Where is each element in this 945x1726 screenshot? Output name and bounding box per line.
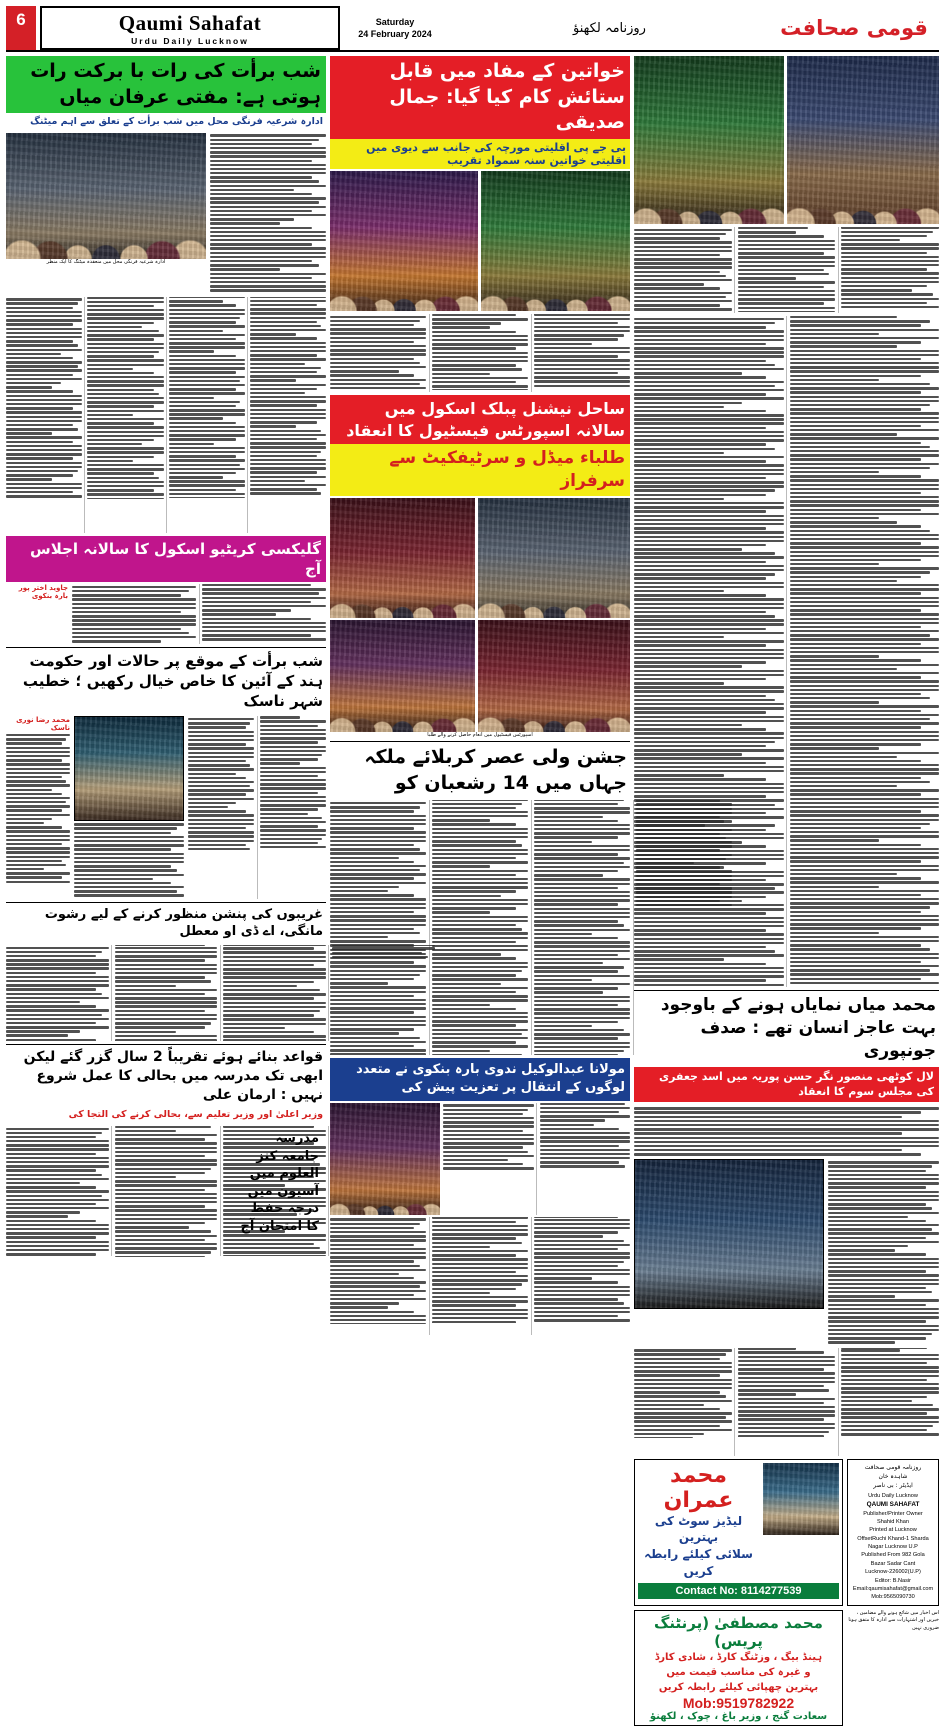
mid-article-jashn-body [330, 800, 630, 1055]
ad-tailor-name: محمد عمران [663, 1462, 734, 1513]
left-subhead-5: وزیر اعلیٰ اور وزیر تعلیم سے، بحالی کرنے کی التجا کی [68, 1109, 323, 1121]
date-full: 24 February 2024 [358, 29, 432, 39]
imprint-editor-urdu: شاہدہ خان [878, 1472, 908, 1480]
imprint-disclaimer: اس اخبار میں شائع ہونے والے مضامین ، خبریں اور اشتہارات سے ادارہ کا متفق ہونا ضروری نہیں [848, 1609, 939, 1631]
ad-tailor-photo [763, 1463, 839, 1535]
right-article-1-body [634, 227, 939, 313]
ad-tailor-line2: سلائی کیلئے رابطہ کریں [644, 1547, 753, 1578]
right-article-3-body [634, 1348, 939, 1456]
date-day: Saturday [375, 16, 415, 27]
mid-article-condolence-body-2 [330, 1217, 630, 1335]
right-article-3-intro [634, 1105, 939, 1157]
imprint-l8: Published From 982 Gola [861, 1552, 925, 1559]
masthead-logo [40, 6, 340, 50]
article-photo-sports-3 [330, 620, 475, 732]
article-photo-sports-2 [478, 498, 630, 618]
right-headline-3: محمد میاں نمایاں ہونے کے باوجود بہت عاجز انسان تھے : صدف جونپوری [634, 990, 939, 1065]
left-headline-1: شب برأت کی رات با برکت رات ہوتی ہے: مفتی عرفان میاں [6, 56, 326, 113]
photo-caption-left: ادارہ شرعیہ فرنگی محل میں منعقدہ میٹنگ کا ایک منظر [46, 258, 166, 265]
mid-headline-madrasa: مدرسہ جامعہ کنز العلوم میں آسیون میں درجہ حفظ کا امتحان آج [240, 1131, 319, 1234]
ad-press-address: سعادت گنج ، وزیر باغ ، چوک ، لکھنؤ [649, 1710, 828, 1722]
left-article-1-intro [210, 133, 326, 294]
masthead [6, 6, 939, 52]
imprint-l9: Bazar Sadar Cant [870, 1560, 916, 1567]
top-headline-red: خواتین کے مفاد میں قابل ستائش کام کیا گیا: جمال صدیقی [330, 56, 630, 139]
left-headline-3: شب برأت کے موقع پر حالات اور حکومت ہند کے آئین کا خاص خیال رکھیں ؛ خطیب شہر ناسک [6, 647, 326, 714]
mid-article-condolence-body [443, 1103, 630, 1215]
article-photo-right-1 [634, 56, 784, 224]
article-photo-khateeb-nasik [74, 716, 184, 821]
page-number: 6 [6, 6, 36, 50]
left-article-3-col1 [6, 734, 70, 883]
ad-press-line3: بہترین چھپائی کیلئے رابطہ کریں [658, 1681, 819, 1693]
imprint-l12: Email:qaumisahafat@gmail.com [852, 1586, 934, 1593]
imprint-l10: Lucknow-226002(U.P) [865, 1569, 921, 1576]
top-subhead-yellow: بی جے پی اقلیتی مورچہ کی جانب سے دیوی میں اقلیتی خواتین سنہ سمواد تقریب [330, 139, 630, 169]
article-photo-minority-event-1 [330, 171, 478, 311]
ad-press-name: محمد مصطفیٰ (پرنٹنگ پریس) [654, 1613, 823, 1650]
imprint-l3: Publisher/Printer Owner [863, 1510, 923, 1517]
left-article-4-body [6, 945, 326, 1041]
imprint-l6: OffsetRuchi Khand-1 Sharda [857, 1535, 929, 1542]
article-photo-sports-1 [330, 498, 475, 618]
ad-press-line1: ہینڈ بیگ ، وزٹنگ کارڈ ، شادی کارڈ [654, 1651, 823, 1663]
ad-tailor-contact[interactable]: Contact No: 8114277539 [638, 1583, 839, 1599]
right-column [634, 56, 939, 1726]
imprint-box [847, 1459, 939, 1606]
ad-press-mobile[interactable]: Mob:9519782922 [682, 1694, 795, 1711]
left-headline-5: قواعد بنائے ہوئے تقریباً 2 سال گزر گئے لیکن ابھی تک مدرسہ میں بحالی کا عمل شروع نہیں : ارمان علی [6, 1044, 326, 1107]
masthead-title-urdu: قومی صحافت [780, 16, 928, 40]
left-article-1-body [6, 297, 326, 533]
left-subhead-1: ادارہ شرعیہ فرنگی محل میں شب برأت کے تعلق سے اہم میٹنگ [30, 116, 323, 128]
imprint-publisher-urdu: ایڈیٹر : بی ناصر [873, 1481, 913, 1489]
imprint-l5: Printed at Lucknow [869, 1527, 917, 1534]
photo-caption-sports: اسپورٹس فیسٹیول میں انعام حاصل کرنے والے طلبا [427, 731, 533, 738]
imprint-l11: Editor: B.Nasir [874, 1577, 912, 1584]
left-byline-3: محمد رضا نوری ناسک [16, 716, 70, 733]
article-photo-sports-4 [478, 620, 630, 732]
left-article-2-body [72, 584, 326, 644]
imprint-l2: QAUMI SAHAFAT [866, 1500, 920, 1508]
masthead-date [340, 6, 450, 50]
imprint-masthead-urdu: روزنامہ قومی صحافت [864, 1463, 922, 1471]
article-photo-shariah-meeting [6, 133, 206, 259]
masthead-title-english: Qaumi Sahafat [118, 10, 262, 35]
imprint-l7: Nagar Lucknow U.P [868, 1544, 918, 1551]
masthead-center-urdu: روزنامہ لکھنؤ [573, 20, 646, 36]
right-subhead-3: لال کوٹھی منصور نگر حسن پوریہ میں اسد جعفری کی مجلس سوم کا انعقاد [634, 1067, 939, 1103]
top-article-body [330, 314, 630, 392]
left-headline-4: غریبوں کی پنشن منظور کرنے کے لیے رشوت مانگی، اے ڈی او معطل [6, 902, 326, 943]
imprint-l1: Urdu Daily Lucknow [868, 1492, 918, 1499]
left-headline-2: گلیکسی کریٹیو اسکول کا سالانہ اجلاس آج [6, 536, 326, 583]
mid-headline-sports-2: طلباء میڈل و سرٹیفکیٹ سے سرفراز [330, 444, 630, 496]
masthead-subtitle-english: Urdu Daily Lucknow [131, 35, 249, 46]
left-article-3-col3 [188, 716, 326, 898]
mid-headline-jashn: جشن ولی عصر کربلائے ملکہ جہاں میں 14 رشعبان کو [330, 741, 630, 798]
middle-column [330, 56, 630, 1726]
article-photo-minority-event-2 [481, 171, 630, 311]
ad-press [634, 1610, 843, 1726]
article-photo-right-2 [787, 56, 939, 224]
left-article-3-col2 [74, 823, 184, 897]
article-photo-majlis-speaker [634, 1159, 824, 1309]
imprint-l13: Mob:9565090730 [871, 1594, 915, 1601]
article-photo-condolence [330, 1103, 440, 1215]
ad-press-line2: و غیرہ کی مناسب قیمت میں [666, 1666, 811, 1678]
left-byline-2: جاوید اختر پور بارہ بنکوی [18, 584, 68, 600]
imprint-l4: Shahid Khan [876, 1518, 910, 1525]
ad-tailor-line1: لیڈیز سوٹ کی بہترین [654, 1513, 743, 1545]
ad-tailor [634, 1459, 843, 1606]
mid-headline-sports: ساحل نیشنل پبلک اسکول میں سالانہ اسپورٹس فیسٹیول کا انعقاد [330, 395, 630, 444]
right-article-3-col [828, 1159, 939, 1345]
left-column [6, 56, 326, 1726]
mid-headline-condolence: مولانا عبدالوکیل ندوی بارہ بنکوی نے متعدد لوگوں کے انتقال پر تعزیت پیش کی [330, 1058, 630, 1100]
